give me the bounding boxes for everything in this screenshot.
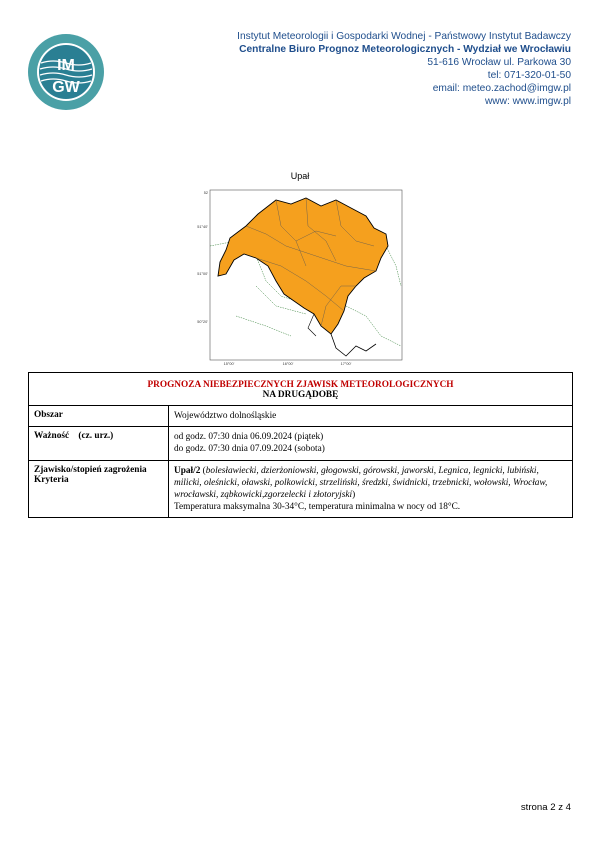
kryteria-value: Temperatura maksymalna 30-34°C, temperatura minimalna w nocy od 18°C. <box>174 502 461 513</box>
table-subtitle: NA DRUGĄDOBĘ <box>262 390 339 400</box>
zjawisko-label: Zjawisko/stopień zagrożenia <box>34 464 147 475</box>
zjawisko-value: Upał/2 (bolesławiecki, dzierżoniowski, głogowski, górowski, jaworski, Legnica, legnicki, lubiński, milicki, oleśnicki, oławski, polkowicki, strzeliński, średzki, świdnicki, trzebnicki, wołowski, Wrocław, wrocławski, ząbkowicki,zgorzelecki i złotoryjski) Temperatura maksymalna 30-34°C, temperatura minimalna w nocy od 18°C. <box>169 461 572 518</box>
logo-letters-bottom: GW <box>52 79 80 96</box>
zjawisko-key <box>29 461 169 518</box>
institution-header <box>237 31 571 108</box>
map-title: Upał <box>290 171 310 181</box>
axis-label-x-1: 15°00' <box>223 362 235 366</box>
axis-label-y-3: 50°20' <box>197 320 208 324</box>
row-obszar <box>29 406 572 427</box>
zjawisko-name: Upał/2 <box>174 465 201 476</box>
waznosc-label: Ważność (cz. urz.) <box>29 427 169 459</box>
logo-letters-top: IM <box>57 57 75 74</box>
axis-label-x-2: 16°00' <box>282 362 294 366</box>
forecast-table <box>28 372 573 518</box>
waznosc-from: od godz. 07:30 dnia 06.09.2024 (piątek) <box>174 432 324 443</box>
obszar-value: Województwo dolnośląskie <box>174 411 277 421</box>
phone: tel: 071-320-01-50 <box>487 69 571 81</box>
obszar-label: Obszar <box>29 406 169 426</box>
axis-label-x-3: 17°00' <box>340 362 352 366</box>
table-header <box>29 373 572 406</box>
page-number: strona 2 z 4 <box>520 802 571 813</box>
warning-map <box>196 186 406 366</box>
website[interactable]: www: www.imgw.pl <box>484 95 571 107</box>
zjawisko-areas: bolesławiecki, dzierżoniowski, głogowski, górowski, jaworski, Legnica, legnicki, lubiński, milicki, oleśnicki, oławski, polkowicki, strzeliński, średzki, świdnicki, trzebnicki, wołowski, Wrocław, wrocławski, ząbkowicki,zgorzelecki i złotoryjski <box>174 465 548 501</box>
kryteria-label: Kryteria <box>34 474 69 485</box>
institute-name: Instytut Meteorologii i Gospodarki Wodnej - Państwowy Instytut Badawczy <box>237 31 571 42</box>
waznosc-to: do godz. 07:30 dnia 07.09.2024 (sobota) <box>174 444 325 455</box>
department-name: Centralne Biuro Prognoz Meteorologicznych - Wydział we Wrocławiu <box>239 43 571 55</box>
row-waznosc <box>29 427 572 460</box>
axis-label-y-2: 51°00' <box>197 272 208 276</box>
axis-label-y-1: 51°40' <box>197 225 208 229</box>
table-title: PROGNOZA NIEBEZPIECZNYCH ZJAWISK METEOROLOGICZNYCH <box>147 380 454 390</box>
email[interactable]: email: meteo.zachod@imgw.pl <box>432 82 571 94</box>
row-zjawisko <box>29 461 572 518</box>
address: 51-616 Wrocław ul. Parkowa 30 <box>427 56 571 68</box>
axis-label-y-top: 52 <box>203 191 208 195</box>
imgw-logo <box>27 33 105 111</box>
waznosc-value <box>169 427 572 459</box>
